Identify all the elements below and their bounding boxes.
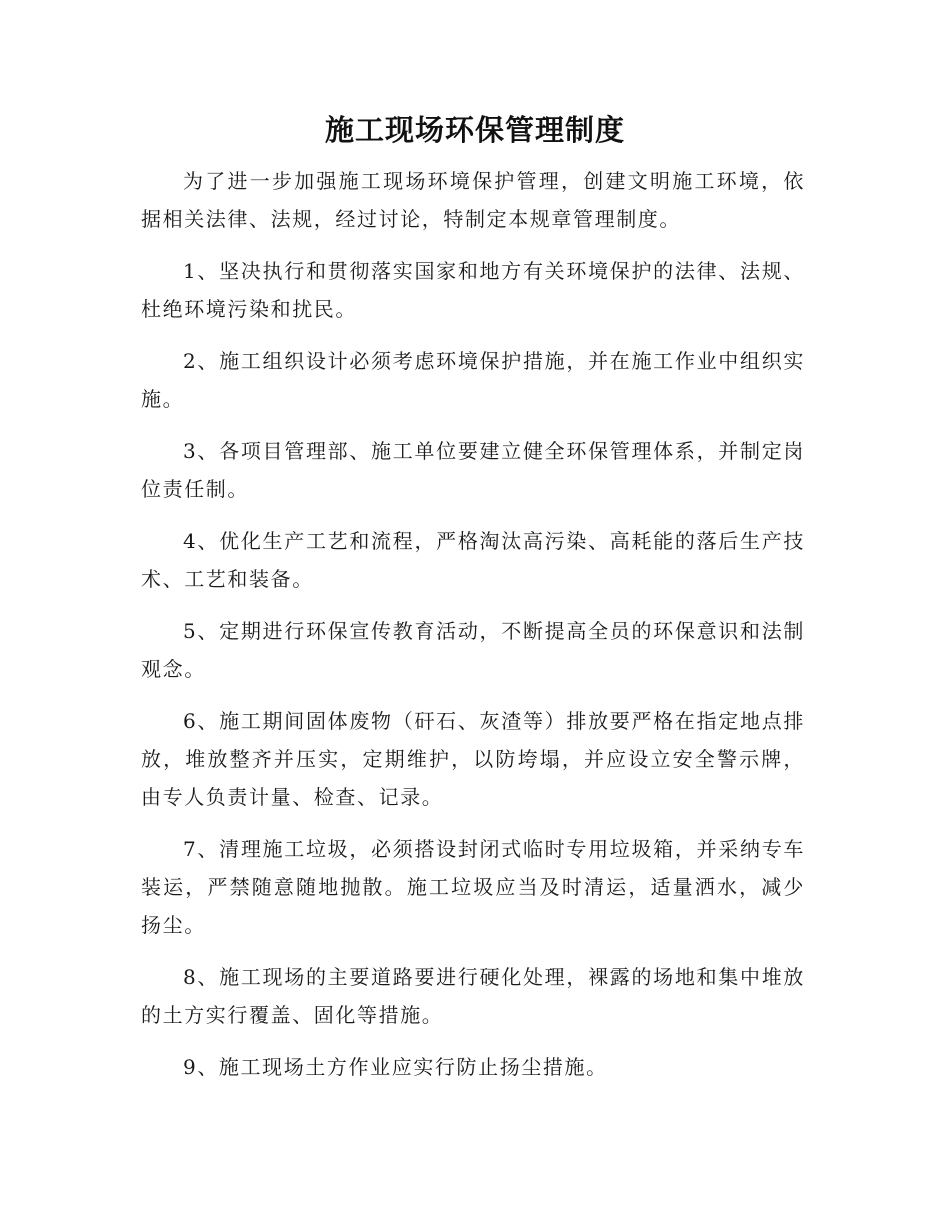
document-body bbox=[141, 162, 805, 1100]
rule-item-8: 8、施工现场的主要道路要进行硬化处理，裸露的场地和集中堆放的土方实行覆盖、固化等措施。 bbox=[141, 965, 805, 1027]
rule-item-4: 4、优化生产工艺和流程，严格淘汰高污染、高耗能的落后生产技术、工艺和装备。 bbox=[141, 529, 805, 591]
rule-item-7: 7、清理施工垃圾，必须搭设封闭式临时专用垃圾箱，并采纳专车装运，严禁随意随地抛散。施工垃圾应当及时清运，适量洒水，减少扬尘。 bbox=[141, 837, 805, 937]
rule-item-3: 3、各项目管理部、施工单位要建立健全环保管理体系，并制定岗位责任制。 bbox=[141, 439, 805, 501]
intro-paragraph: 为了进一步加强施工现场环境保护管理，创建文明施工环境，依据相关法律、法规，经过讨论，特制定本规章管理制度。 bbox=[141, 169, 805, 231]
rule-item-2: 2、施工组织设计必须考虑环境保护措施，并在施工作业中组织实施。 bbox=[141, 349, 805, 411]
rule-item-1: 1、坚决执行和贯彻落实国家和地方有关环境保护的法律、法规、杜绝环境污染和扰民。 bbox=[141, 259, 805, 321]
rule-item-5: 5、定期进行环保宣传教育活动，不断提高全员的环保意识和法制观念。 bbox=[141, 619, 805, 681]
rule-item-9: 9、施工现场土方作业应实行防止扬尘措施。 bbox=[183, 1055, 608, 1079]
document-title: 施工现场环保管理制度 bbox=[324, 113, 625, 147]
rule-item-6: 6、施工期间固体废物（矸石、灰渣等）排放要严格在指定地点排放，堆放整齐并压实，定期维护，以防垮塌，并应设立安全警示牌，由专人负责计量、检查、记录。 bbox=[141, 709, 805, 809]
